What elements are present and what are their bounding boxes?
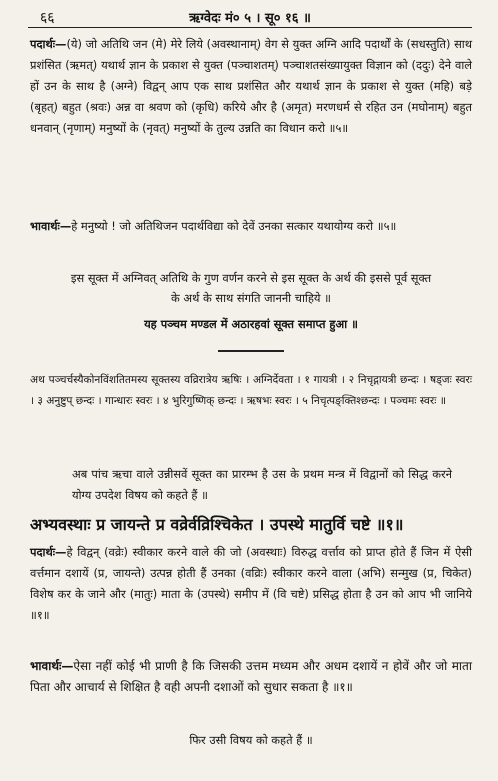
sukta-summary: इस सूक्त में अग्निवत् अतिथि के गुण वर्णन करने से इस सूक्त के अर्थ की इससे पूर्व सूक्त के अर्थ के साथ संगति जाननी चाहिये ॥ (70, 271, 432, 305)
bhavartha-text: ऐसा नहीं कोई भी प्राणी है कि जिसकी उत्तम मध्यम और अधम दशायें न होवें और जो माता पिता और आचार्य से शिक्षित है वही अपनी दशाओं को सुधार सकता है ॥१॥ (30, 659, 472, 694)
padartha-label: पदार्थः— (30, 545, 67, 559)
header-rule (28, 27, 472, 28)
sukta-end-note: यह पञ्चम मण्डल में अठारहवां सूक्त समाप्त हुआ ॥ (144, 317, 358, 331)
bhavartha-paragraph-5 (30, 216, 472, 237)
padartha-text: हे विद्वन् (वव्रेः) स्वीकार करने वाले की जो (अवस्थाः) विरुद्ध वर्त्ताव को प्राप्त होते हैं जिन में ऐसी वर्त्तमान दशायें (प्र, जायन्ते) उत्पन्न होती हैं उनका (वव्रिः) स्वीकार करने वाला (अभि) सन्मुख (प्र, चिकेत) विशेष कर के जाने और (मातुः) माता के (उपस्थे) समीप में (वि चष्टे) प्रसिद्ध होता है उन को आप भी जानिये ॥१॥ (30, 545, 472, 622)
sukta-introduction: अब पांच ऋचा वाले उन्नीसवें सूक्त का प्रारम्भ है उस के प्रथम मन्त्र में विद्वानों को सिद्ध करने योग्य उपदेश विषय को कहते हैं ॥ (72, 467, 452, 502)
bhavartha-label: भावार्थः— (30, 219, 72, 233)
padartha-text: (ये) जो अतिथि जन (मे) मेरे लिये (अवस्थानाम्) वेग से युक्त अग्नि आदि पदार्थों के (सधस्तुति) साथ प्रशंसित (ऋमत्) यथार्थ ज्ञान के प्रकाश से युक्त (पञ्चाशतम्) पञ्चाशतसंख्यायुक्त विज्ञान को (ददुः) देने वाले हों उन के साथ है (अग्ने) विद्वन् आप एक साथ प्रशंसित और यथार्थ ज्ञान के प्रकाश से युक्त (महि) बड़े (बृहत्) बहुत (श्रवः) अन्न वा श्रवण को (कृधि) करिये और है (अमृत) मरणधर्म से रहित उन (मघोनाम्) बहुत धनवान् (नृणाम्) मनुष्यों के (नृवत्) मनुष्यों के तुल्य उन्नति का विधान करो ॥५॥ (30, 37, 472, 135)
sukta-metadata: अथ पञ्चर्चस्यैकोनविंशतितमस्य सूक्तस्य वव्रिरात्रेय ऋषिः । अग्निर्देवता । १ गायत्री । २ निचृद्गायत्री छन्दः । षड्जः स्वरः । ३ अनुष्टुप् छन्दः । गान्धारः स्वरः । ४ भुरिगुष्णिक् छन्दः । ऋषभः स्वरः । ५ निचृत्पङ्क्तिश्छन्दः । पञ्चमः स्वरः ॥ (30, 374, 472, 407)
mantra-verse-1: अभ्यवस्थाः प्र जायन्ते प्र वव्रेर्वव्रिश्चिकेत । उपस्थे मातुर्वि चष्टे ॥१॥ (30, 515, 404, 534)
section-divider (218, 350, 284, 352)
running-head: ऋग्वेदः मं० ५ । सू० १६ ॥ (189, 11, 311, 26)
page-number: ६६ (40, 10, 55, 26)
next-topic-note: फिर उसी विषय को कहते हैं ॥ (189, 733, 313, 747)
padartha-label: पदार्थः— (30, 37, 67, 51)
bhavartha-text: हे मनुष्यो ! जो अतिथिजन पदार्थविद्या को देवें उनका सत्कार यथायोग्य करो ॥५॥ (71, 219, 397, 233)
padartha-paragraph-1 (30, 542, 472, 626)
bhavartha-label: भावार्थः— (30, 659, 74, 673)
padartha-paragraph-5 (30, 34, 472, 139)
bhavartha-paragraph-1 (30, 656, 472, 698)
page-header (28, 6, 472, 28)
